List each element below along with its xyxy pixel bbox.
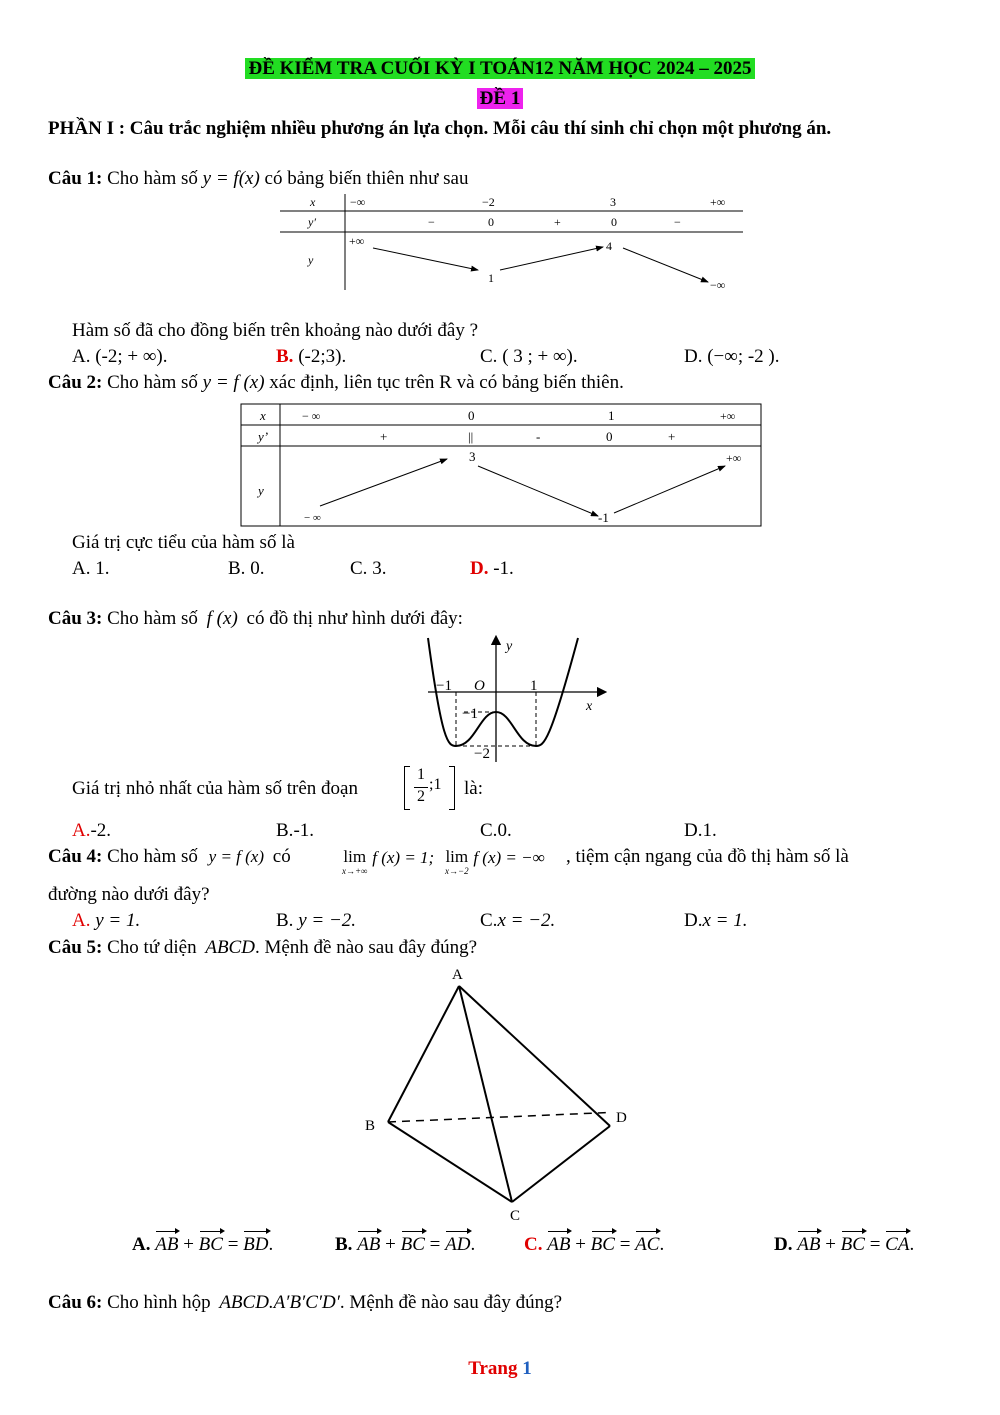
exam-subtitle: ĐỀ 1 bbox=[477, 88, 524, 109]
q2-y0: − ∞ bbox=[304, 512, 321, 524]
q2-arrow-up-2 bbox=[614, 466, 725, 513]
q1-yp2: + bbox=[554, 215, 561, 229]
q3-x-pos-label: 1 bbox=[530, 678, 538, 694]
q2-x3: +∞ bbox=[720, 409, 736, 423]
q5-option-a: A. AB + BC = BD. bbox=[132, 1234, 274, 1255]
q3-interval-right: ;1 bbox=[429, 776, 442, 793]
q1-x3: +∞ bbox=[710, 195, 726, 209]
q2-yp4: + bbox=[668, 429, 676, 444]
q2-variation-table bbox=[240, 403, 764, 529]
q3-x-label: x bbox=[586, 699, 593, 714]
exam-subtitle-wrap bbox=[0, 88, 1000, 110]
q1-x0: −∞ bbox=[350, 195, 366, 209]
q2-option-c: C. 3. bbox=[350, 558, 387, 579]
q1-y-label: y bbox=[308, 253, 314, 267]
q2-stem: Câu 2: Cho hàm số y = f (x) xác định, liên tục trên R và có bảng biến thiên. bbox=[48, 372, 624, 393]
vertex-c-label: C bbox=[510, 1208, 521, 1224]
vertex-a-label: A bbox=[452, 967, 463, 983]
page-number: 1 bbox=[522, 1358, 532, 1379]
q4-option-b: B. y = −2. bbox=[276, 910, 357, 931]
q2-y3: +∞ bbox=[726, 451, 742, 465]
q1-x1: −2 bbox=[482, 195, 495, 209]
q3-question: Giá trị nhỏ nhất của hàm số trên đoạn bbox=[72, 778, 358, 799]
edge-ad bbox=[459, 986, 610, 1126]
q5-option-d: D. AB + BC = CA. bbox=[774, 1234, 915, 1255]
q4-limit-1: lim x→+∞ f (x) = 1; bbox=[342, 847, 435, 876]
q1-arrow-up bbox=[500, 247, 603, 270]
q3-option-d: D.1. bbox=[684, 820, 717, 841]
q3-option-a: A.-2. bbox=[72, 820, 112, 841]
q6-stem: Câu 6: Cho hình hộp ABCD.A′B′C′D′. Mệnh đề nào sau đây đúng? bbox=[48, 1292, 563, 1313]
q2-option-b: B. 0. bbox=[228, 558, 265, 579]
q2-y1: 3 bbox=[469, 449, 476, 464]
q2-x0: − ∞ bbox=[302, 409, 321, 423]
q2-x-label: x bbox=[260, 408, 266, 423]
q2-option-a: A. 1. bbox=[72, 558, 110, 579]
q2-y-label: y bbox=[258, 483, 264, 498]
q1-option-a: A. (-2; + ∞). bbox=[72, 346, 168, 367]
q4-option-a: A. y = 1. bbox=[72, 910, 141, 931]
q3-y-m2-label: −2 bbox=[474, 746, 490, 762]
q3-interval-num: 1 bbox=[417, 766, 425, 783]
q2-x1: 0 bbox=[468, 408, 475, 423]
edge-bd-hidden bbox=[388, 1108, 610, 1126]
q1-yp0: − bbox=[428, 215, 435, 229]
page-footer bbox=[0, 1358, 1000, 1380]
q1-stem: Câu 1: Cho hàm số y = f(x) có bảng biến thiên như sau bbox=[48, 168, 469, 189]
edge-bc bbox=[388, 1122, 512, 1202]
q1-x-label: x bbox=[310, 195, 316, 209]
q1-arrow-down-2 bbox=[623, 248, 708, 282]
q2-question: Giá trị cực tiểu của hàm số là bbox=[72, 532, 295, 553]
q2-yp1: || bbox=[468, 429, 474, 444]
q2-yp-label: y’ bbox=[258, 429, 269, 444]
vertex-b-label: B bbox=[365, 1118, 376, 1134]
edge-ab bbox=[388, 986, 459, 1122]
q1-yp1: 0 bbox=[488, 215, 494, 229]
q3-stem: Câu 3: Cho hàm số f (x) có đồ thị như hình dưới đây: bbox=[48, 608, 463, 629]
q2-arrow-down bbox=[478, 466, 598, 516]
q2-arrow-up-1 bbox=[320, 459, 447, 506]
q1-option-b: B. (-2;3). bbox=[276, 346, 347, 367]
exam-title: ĐỀ KIỂM TRA CUỐI KỲ I TOÁN12 NĂM HỌC 2024 – 2025 bbox=[245, 58, 754, 79]
q1-option-d: D. (−∞; -2 ). bbox=[684, 346, 780, 367]
q1-yp-label: y′ bbox=[308, 215, 316, 229]
q3-option-b: B.-1. bbox=[276, 820, 315, 841]
q1-y0: +∞ bbox=[349, 234, 365, 248]
q4-stem-prefix: Câu 4: Cho hàm số y = f (x) có bbox=[48, 846, 291, 867]
q2-yp3: 0 bbox=[606, 429, 613, 444]
q2-y2: -1 bbox=[598, 510, 609, 525]
q4-stem-line2: đường nào dưới đây? bbox=[48, 884, 210, 905]
q5-option-c: C. AB + BC = AC. bbox=[524, 1234, 665, 1255]
q3-option-c: C.0. bbox=[480, 820, 512, 841]
q3-y-label: y bbox=[506, 639, 513, 654]
q2-yp0: + bbox=[380, 429, 388, 444]
q3-x-neg-label: −1 bbox=[436, 678, 452, 694]
q1-y1: 1 bbox=[488, 271, 494, 285]
q1-yp3: 0 bbox=[611, 215, 617, 229]
q3-y-m1-label: −1 bbox=[462, 706, 478, 722]
q1-option-c: C. ( 3 ; + ∞). bbox=[480, 346, 578, 367]
q1-variation-table bbox=[278, 192, 748, 294]
q3-function-graph bbox=[420, 632, 610, 767]
q4-limit-2: lim x→−2 f (x) = −∞ bbox=[445, 847, 545, 876]
q1-y2: 4 bbox=[606, 239, 612, 253]
edge-cd bbox=[512, 1126, 610, 1202]
q5-stem: Câu 5: Cho tứ diện ABCD. Mệnh đề nào sau đây đúng? bbox=[48, 937, 478, 958]
exam-title-wrap bbox=[0, 58, 1000, 80]
q1-x2: 3 bbox=[610, 195, 616, 209]
q3-origin-label: O bbox=[474, 678, 485, 694]
q1-y3: −∞ bbox=[710, 278, 726, 292]
q1-yp4: − bbox=[674, 215, 681, 229]
q2-option-d: D. -1. bbox=[470, 558, 514, 579]
part-heading: PHẦN I : Câu trắc nghiệm nhiều phương án lựa chọn. Mỗi câu thí sinh chỉ chọn một phương án. bbox=[48, 118, 832, 139]
edge-ac bbox=[459, 986, 512, 1202]
q4-option-c: C.x = −2. bbox=[480, 910, 556, 931]
q5-tetrahedron bbox=[360, 962, 640, 1224]
vertex-d-label: D bbox=[616, 1110, 627, 1126]
q1-question: Hàm số đã cho đồng biến trên khoảng nào dưới đây ? bbox=[72, 320, 479, 341]
q3-question-end: là: bbox=[464, 778, 483, 799]
q3-interval-den: 2 bbox=[417, 788, 425, 805]
q4-stem-suffix: , tiệm cận ngang của đồ thị hàm số là bbox=[566, 846, 849, 867]
page-word: Trang bbox=[468, 1358, 518, 1379]
q5-option-b: B. AB + BC = AD. bbox=[335, 1234, 476, 1255]
q1-arrow-down-1 bbox=[373, 248, 478, 270]
q2-x2: 1 bbox=[608, 408, 615, 423]
q4-option-d: D.x = 1. bbox=[684, 910, 748, 931]
q2-yp2: - bbox=[536, 429, 541, 444]
